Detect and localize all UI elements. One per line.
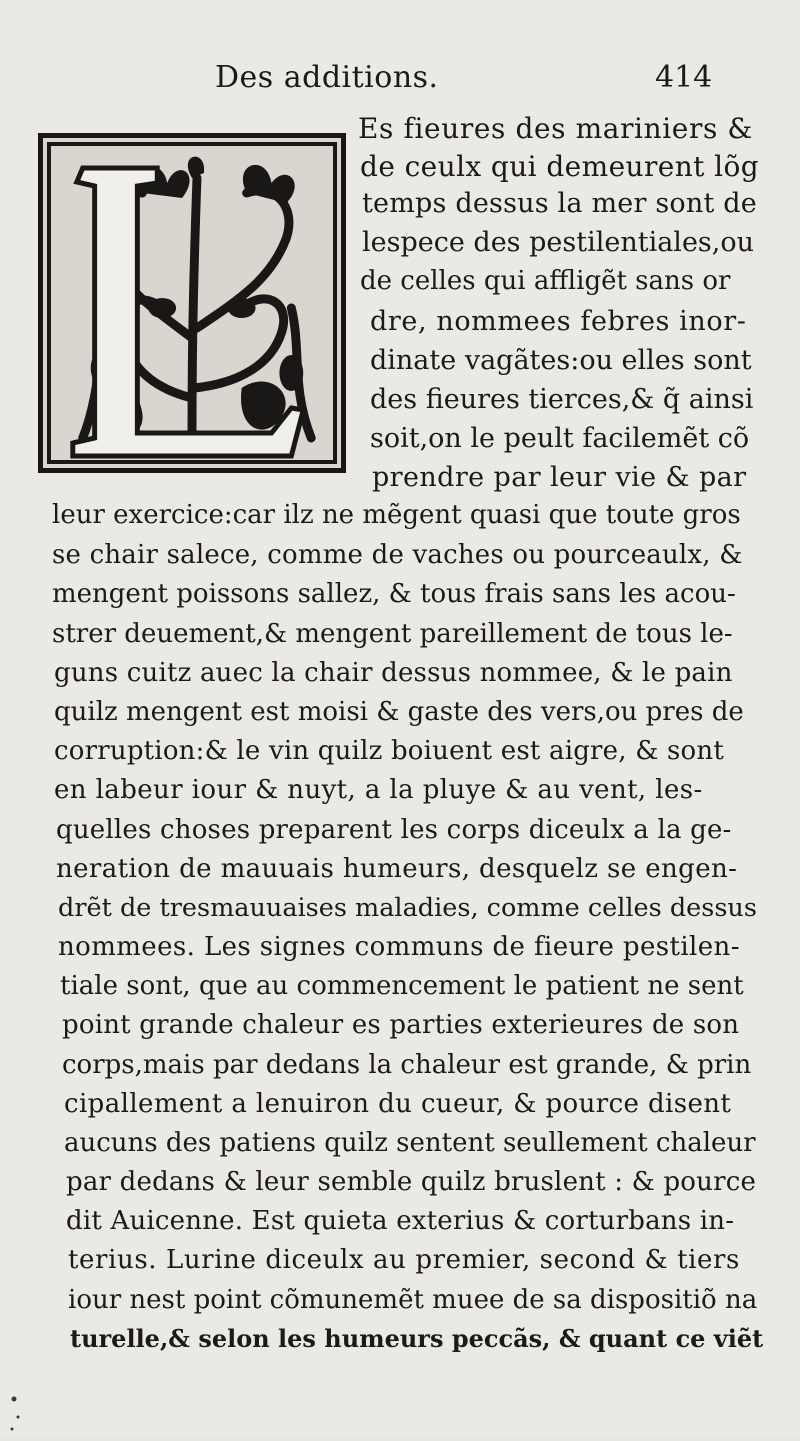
text-line: terius. Lurine diceulx au premier, second & tiers <box>68 1245 740 1275</box>
text-line: nommees. Les signes communs de fieure pestilen- <box>58 932 740 962</box>
text-line: strer deuement,& mengent pareillement de tous le- <box>52 619 733 649</box>
text-line: corruption:& le vin quilz boiuent est aigre, & sont <box>54 736 725 766</box>
text-line: point grande chaleur es parties exterieures de son <box>62 1010 740 1040</box>
text-line: guns cuitz auec la chair dessus nommee, & le pain <box>54 658 733 688</box>
page-edge-marks <box>0 1377 800 1437</box>
text-line: neration de mauuais humeurs, desquelz se engen- <box>56 854 738 884</box>
text-line: se chair salece, comme de vaches ou pourceaulx, & <box>52 540 743 570</box>
text-line: quelles choses preparent les corps diceulx a la ge- <box>56 815 732 845</box>
text-line: aucuns des patiens quilz sentent seullement chaleur <box>64 1128 756 1158</box>
text-line: corps,mais par dedans la chaleur est grande, & prin <box>62 1050 752 1080</box>
text-line: lespece des pestilentiales,ou <box>362 227 755 258</box>
text-line: soit,on le peult facilemẽt cõ <box>370 423 750 454</box>
page-header <box>0 60 800 100</box>
text-line: de celles qui affligẽt sans or <box>360 266 731 296</box>
text-line: dinate vagãtes:ou elles sont <box>370 345 752 376</box>
text-line: Es fieures des mariniers & <box>358 112 753 145</box>
running-title: Des additions. <box>215 60 439 95</box>
ink-specks-icon <box>0 1377 800 1437</box>
text-line: dit Auicenne. Est quieta exterius & corturbans in- <box>66 1206 735 1236</box>
text-line: dre, nommees febres inor- <box>370 306 747 337</box>
text-line: drẽt de tresmauuaises maladies, comme celles dessus <box>58 893 757 923</box>
text-line: temps dessus la mer sont de <box>362 188 757 219</box>
text-line: leur exercice:car ilz ne mẽgent quasi que toute gros <box>52 500 741 530</box>
text-line: turelle,& selon les humeurs peccãs, & quant ce viẽt <box>70 1324 764 1353</box>
text-line: cipallement a lenuiron du cueur, & pource disent <box>64 1089 732 1119</box>
page-number: 414 <box>655 60 713 95</box>
text-line: mengent poissons sallez, & tous frais sans les acou- <box>52 579 736 609</box>
floral-initial-ornament-icon <box>43 138 341 468</box>
text-line: par dedans & leur semble quilz bruslent : & pource <box>66 1167 757 1197</box>
text-line: de ceulx qui demeurent lõg <box>360 150 760 183</box>
text-line: en labeur iour & nuyt, a la pluye & au vent, les- <box>54 775 703 805</box>
text-line: tiale sont, que au commencement le patient ne sent <box>60 971 744 1001</box>
decorated-initial-letter <box>38 133 346 473</box>
text-line: quilz mengent est moisi & gaste des vers,ou pres de <box>54 697 744 727</box>
text-line: iour nest point cõmunemẽt muee de sa dispositiõ na <box>68 1285 758 1315</box>
text-line: prendre par leur vie & par <box>372 462 747 493</box>
text-line: des fieures tierces,& q̃ ainsi <box>370 384 754 415</box>
